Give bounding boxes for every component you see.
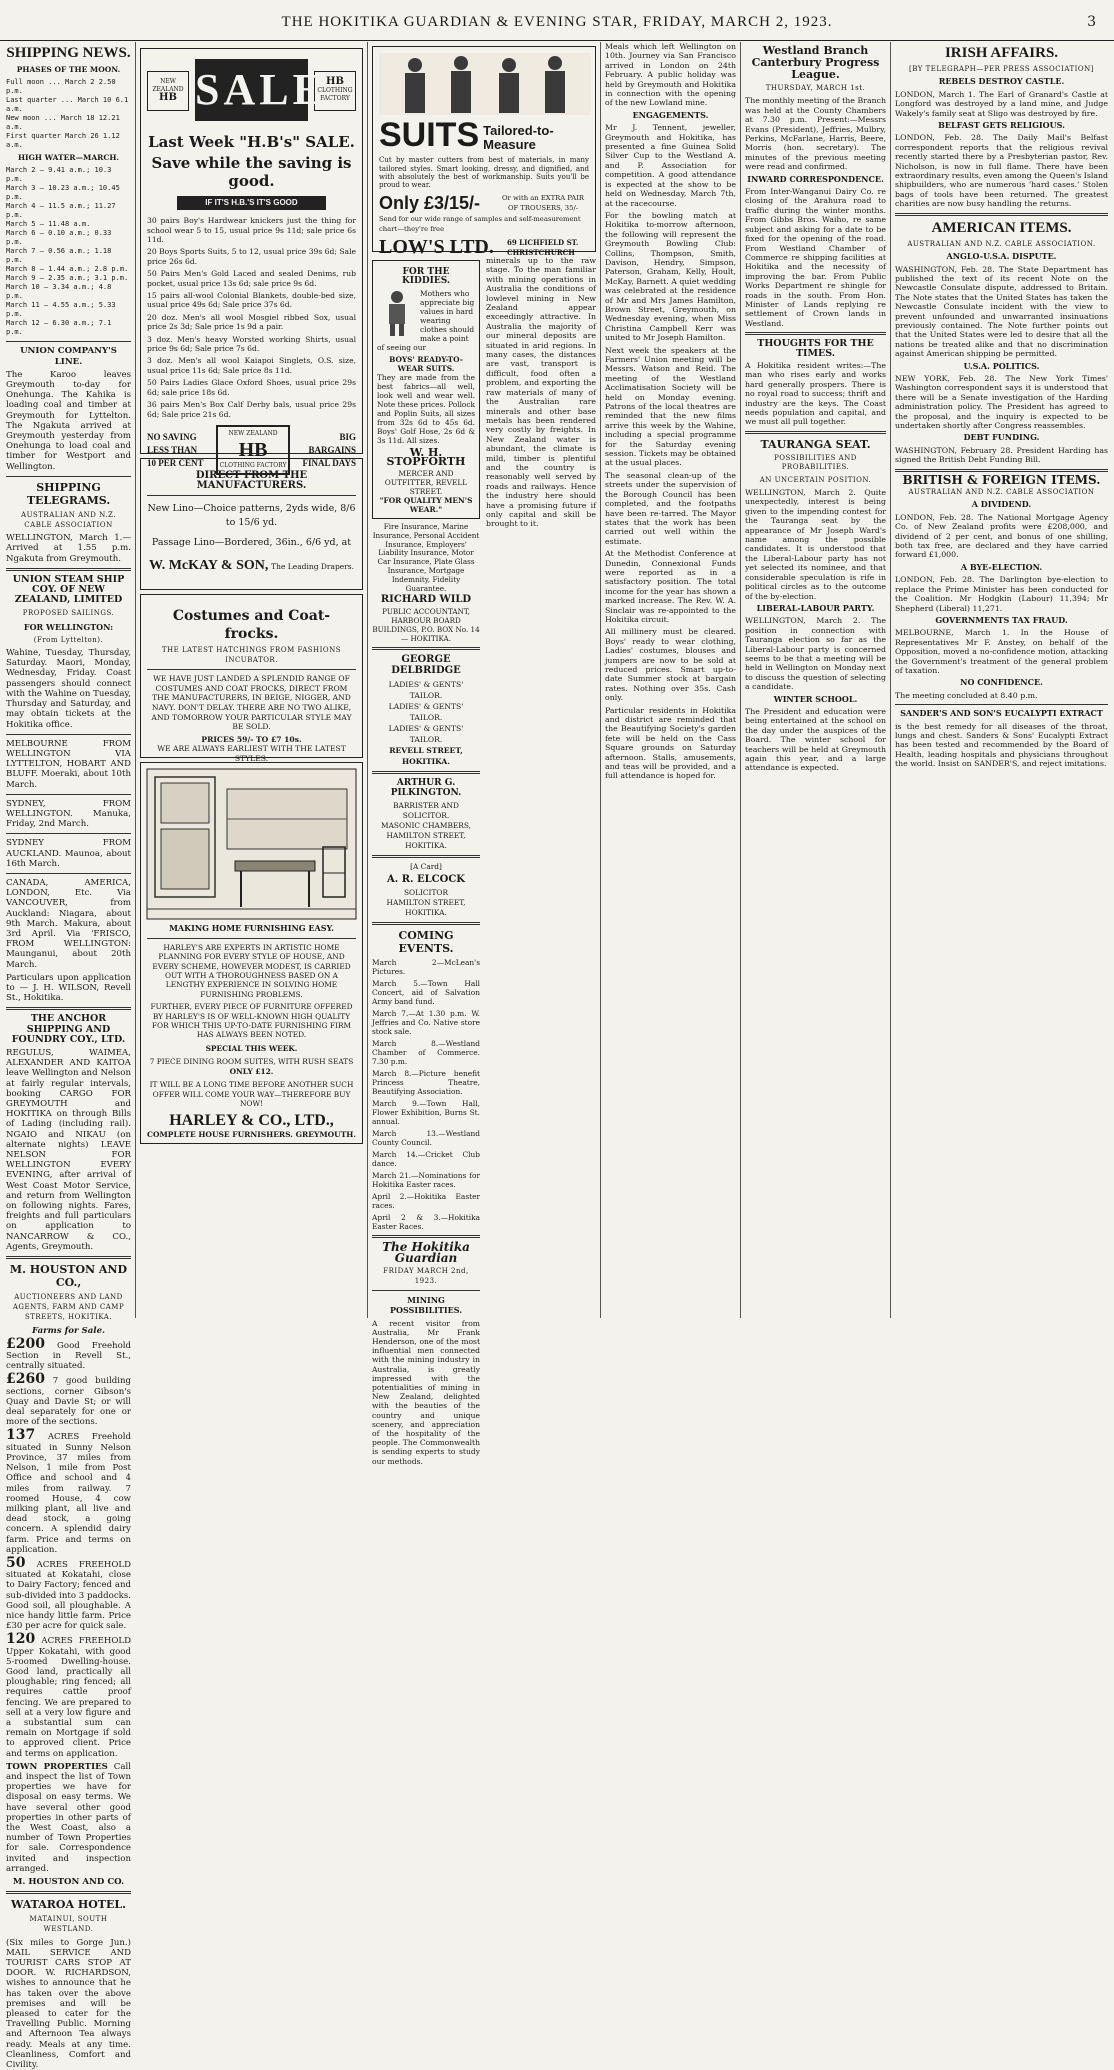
harley-price: ONLY £12. — [229, 1066, 274, 1076]
tauranga-sub: POSSIBILITIES AND PROBABILITIES. — [774, 453, 857, 472]
wild-sub: PUBLIC ACCOUNTANT, HARBOUR BOARD BUILDINGS, P.O. BOX No. 14 — HOKITIKA. — [372, 607, 480, 643]
event-item: March 8.—Picture benefit Princess Theatre, Beautifying Association. — [372, 1069, 480, 1097]
suits-tail: Tailored-to-Measure — [483, 123, 554, 153]
suits-price-row — [379, 193, 589, 214]
sale-item: 20 doz. Men's all wool Mosgiel ribbed Sox, usual price 2s 3d; Sale price 1s 9d a pair. — [147, 312, 356, 332]
column-3-ads — [372, 256, 480, 1469]
newspaper-title: THE HOKITIKA GUARDIAN & EVENING STAR, FRIDAY, MARCH 2, 1923. — [281, 14, 833, 30]
tide-row: March 6 — 0.10 a.m.; 0.33 p.m. — [6, 229, 112, 247]
stopforth-ad — [372, 260, 480, 519]
suits-extra: Or with an EXTRA PAIR OF TROUSERS, 35/- — [501, 194, 584, 213]
irish-heading: IRISH AFFAIRS. — [944, 45, 1059, 61]
no-confidence-text: The meeting concluded at 8.40 p.m. — [895, 690, 1038, 700]
irish-text: LONDON, Feb. 28. The Daily Mail's Belfast correspondent reports that the religious revival recently started there by a Presbyterian pastor, Rev. Nicholson, is now in full flame. There have been extraordinary results, even among the Queen's Island shipbuilders, who are numerous 'hard cases.' Stolen bags of tools have been returned. The greatest charities are now busy handling the returns. — [895, 133, 1108, 209]
sale-ribbon: IF IT'S H.B.'S IT'S GOOD — [177, 196, 326, 210]
coming-events-heading: COMING EVENTS. — [398, 929, 454, 956]
stopforth-name: W. H. STOPFORTH — [386, 446, 466, 468]
event-item: March 13.—Westland County Council. — [372, 1129, 480, 1148]
harley-note: IT WILL BE A LONG TIME BEFORE ANOTHER SUCH OFFER WILL COME YOUR WAY—THEREFORE BUY NOW! — [149, 1080, 354, 1108]
wild-ad — [372, 523, 480, 643]
inward-heading: INWARD CORRESPONDENCE. — [747, 173, 884, 184]
telegrams-source: AUSTRALIAN AND N.Z. CABLE ASSOCIATION — [21, 510, 116, 530]
wild-list: Fire Insurance, Marine Insurance, Personal Accident Insurance, Employers' Liability Insurance, Motor Car Insurance, Plate Glass Insurance, Mortgage Indemnity, Fidelity Guarantee. — [372, 522, 480, 593]
hb-logo-mark: HB — [238, 439, 268, 462]
sale-subheadline: Save while the saving is good. — [151, 154, 352, 190]
shipping-news-heading: SHIPPING NEWS. — [6, 45, 131, 61]
news-text: For the bowling match at Hokitika to-morrow afternoon, the following will represent the Greymouth Bowling Club: Collins, Thompson, Smith, Davison, Hendry, Simpson, Paterson, Graham, Kelly, Hoult, McKay, Barnett. A quiet wedding was celebrated at the residence of Mr and Mrs James Hamilton, Brown Street, Greymouth, on Wednesday evening, when Miss Christina Campbell Kerr was united to Mr Joseph Hamilton. — [605, 210, 736, 343]
election-text: LONDON, Feb. 28. The Darlington bye-election to replace the Prime Minister has been conducted for the Coalition. Mr Hodgkin (Labour) 11,394; Mr Shepherd (Liberal) 11,271. — [895, 575, 1108, 613]
column-rule — [135, 42, 136, 1318]
stopforth-boys: BOYS' READY-TO-WEAR SUITS. — [389, 355, 463, 373]
hb-strip-line: NO SAVING — [147, 431, 197, 442]
harley-name: HARLEY & CO., LTD., — [169, 1112, 334, 1130]
hb-strip-left — [147, 431, 204, 470]
sale-item: 50 Pairs Ladies Glace Oxford Shoes, usual price 29s 6d; sale price 18s 6d. — [147, 378, 356, 397]
tauranga-text: WELLINGTON, March 2. Quite unexpectedly, interest is being given to the impending contest for the Tauranga seat by the appearance of Mr Joseph Ward's name among the possible candidates. It is understood that the Liberal-Labour party has not yet selected its nominee, and that considerable speculation is rife in political circles as to the outcome of the by-election. — [745, 488, 886, 601]
coming-events-list — [372, 958, 480, 1231]
wataroa-sub: MATAINUI, SOUTH WESTLAND. — [29, 1915, 108, 1934]
irish-source: [BY TELEGRAPH—PER PRESS ASSOCIATION] — [908, 65, 1095, 73]
hb-logo-text: NEW ZEALAND — [152, 78, 184, 93]
election-heading: A BYE-ELECTION. — [960, 561, 1043, 572]
suits-text: Cut by master cutters from best of materials, in many tailored styles. Smart looking, dressy, and dignified, and with absolutely the best of workmanship. Suits you'll be proud to wear. — [379, 156, 589, 190]
page-number: 3 — [1087, 14, 1096, 30]
hb-strip-line: 10 PER CENT — [147, 457, 204, 468]
harley-special: SPECIAL THIS WEEK. — [205, 1043, 298, 1053]
column-rule — [890, 42, 891, 1318]
addisons-text: WE HAVE JUST LANDED A SPLENDID RANGE OF COSTUMES AND COAT FROCKS, DIRECT FROM THE MANUFACTURERS, IN BEIGE, NIGGER, AND NAVY. DON'T DELAY. THERE ARE NO TWO ALIKE, AND TOMORROW YOUR PARTICULAR STYLE MAY BE SOLD. — [151, 674, 352, 732]
sale-item: 3 doz. Men's all wool Kaiapoi Singlets, O.S. size, usual price 11s 6d; Sale price 8s 11d. — [147, 356, 356, 375]
guardian-masthead: The Hokitika Guardian — [382, 1240, 470, 1265]
inward-text: From Inter-Wanganui Dairy Co. re closing of the Arahura road to traffic during the winter months. From Gibbs Bros. Waiho, re same subject and asking for a date to be fixed for the opening of the road. From Westland Chamber of Commerce re shipping facilities at Hokitika and the necessity of improving the bar. From Public Works Department re shingle for roads in the south. From Hon. Minister of Lands replying re settlement of Crown lands in Westland. — [745, 187, 886, 328]
delbridge-line: LADIES' & GENTS' TAILOR. — [388, 680, 464, 701]
houston-heading: M. HOUSTON AND CO., — [9, 1263, 128, 1290]
delbridge-line: LADIES' & GENTS' TAILOR. — [388, 702, 464, 723]
addisons-sub: THE LATEST HATCHINGS FROM FASHIONS INCUBATOR. — [161, 646, 342, 664]
listing-price: £260 — [6, 1371, 45, 1388]
union-company-text: The Karoo leaves Greymouth to-day for Onehunga. The Kahika is loading coal and timber at Greymouth for Lyttelton. The Ngakuta arrived at Greymouth yesterday from Onehunga to load coal and timber for Westport and Wellington. — [6, 369, 131, 472]
wild-name: RICHARD WILD — [380, 594, 472, 606]
mining-heading: MINING POSSIBILITIES. — [389, 1295, 463, 1316]
news-text: Next week the speakers at the Farmers' Union meeting will be Messrs. Watson and Reid. The meeting of the Westland Acclimatisation Society will be held on Monday evening. Patrons of the local theatres are reminded that the new films arrive this week by the Wahine, including a special programme for the Saturday evening session. Tickets may be obtained at the usual places. — [605, 345, 736, 468]
event-item: March 9.—Town Hall, Flower Exhibition, Burns St. annual. — [372, 1099, 480, 1127]
progress-text: The monthly meeting of the Branch was held at the County Chambers at 7.30 p.m. Present:—Messrs Evans (President), Jeffries, Mulbry, Perkins, McFarlane, Harris, Beere, Morris (hon. secretary). The minutes of the previous meeting were read and confirmed. — [745, 96, 886, 172]
hb-strip-line: FINAL DAYS — [302, 457, 356, 468]
tide-row: March 9 — 2.35 a.m.; 3.1 p.m. — [6, 274, 129, 283]
shipping-agent: Particulars upon application to — J. H. WILSON, Revell St., Hokitika. — [6, 972, 131, 1004]
listing — [6, 1335, 131, 1372]
union-company-heading: UNION COMPANY'S LINE. — [20, 346, 117, 367]
harley-ad — [140, 762, 363, 1144]
mckay-heading: DIRECT FROM THE MANUFACTURERS. — [195, 470, 308, 492]
listing — [6, 1631, 132, 1759]
delbridge-line: LADIES' & GENTS' TAILOR. — [388, 724, 464, 745]
mckay-tag: The Leading Drapers. — [271, 562, 355, 572]
column-3-lower — [372, 256, 596, 1469]
event-item: March 7.—At 1.30 p.m. W. Jeffries and Co. Native store stock sale. — [372, 1009, 480, 1037]
pilkington-sub: BARRISTER AND SOLICITOR. — [393, 801, 459, 821]
british-heading: BRITISH & FOREIGN ITEMS. — [902, 472, 1101, 487]
stopforth-address: MERCER AND OUTFITTER, REVELL STREET. — [384, 469, 468, 496]
column-ads — [140, 42, 363, 1318]
harley-foot — [147, 1130, 356, 1139]
winter-heading: WINTER SCHOOL. — [773, 693, 858, 704]
pilkington-name: ARTHUR G. PILKINGTON. — [390, 778, 462, 799]
listing-text: 7 good building sections, corner Gibson's Quay and Davie St; or will deal separately for one or more of the sections. — [6, 1376, 131, 1428]
column-6 — [895, 42, 1108, 1318]
addisons-ad — [140, 594, 363, 763]
anchor-heading: THE ANCHOR SHIPPING AND FOUNDRY COY., LTD. — [11, 1013, 126, 1045]
houston-footer: M. HOUSTON AND CO. — [12, 1877, 125, 1888]
tide-row: March 8 — 1.44 a.m.; 2.8 p.m. — [6, 265, 129, 274]
pilkington-ad — [372, 778, 480, 851]
tide-row: March 3 — 10.23 a.m.; 10.45 p.m. — [6, 184, 120, 202]
column-rule — [740, 42, 741, 1318]
news-text: Meals which left Wellington on 10th. Journey via San Francisco arrived in London on 24th February. A public holiday was held by Greymouth and Hokitika in connection with the opening of the new Lowland mine. — [605, 42, 736, 108]
hb-sale-ad — [140, 48, 363, 470]
tide-row: March 5 — 11.48 a.m. — [6, 220, 91, 229]
hb-logo-text: CLOTHING FACTORY — [219, 462, 287, 470]
thoughts-text: A Hokitika resident writes:—The man who rises early and works hard generally prospers. There is no royal road to success; thrift and industry are the keys. The Coast needs population and capital, and we must all pull together. — [745, 360, 886, 427]
harley-text1: HARLEY'S ARE EXPERTS IN ARTISTIC HOME PLANNING FOR EVERY STYLE OF HOUSE, AND EVERY SCHEME, HOWEVER MODEST, IS CARRIED OUT WITH A THOROUGHNESS BASED ON A LENGTHY EXPERIENCE IN SOLVING HOME FURNISHING PROBLEMS. — [152, 942, 351, 999]
sale-item: 50 Pairs Men's Gold Laced and sealed Denims, rub pocket, usual price 13s 6d; sale price 9s 6d. — [147, 269, 356, 288]
wataroa-text: (Six miles to Gorge Jun.) MAIL SERVICE AND TOURIST CARS STOP AT DOOR. W. RICHARDSON, wishes to announce that he has taken over the above premises and will be pleased to cater for the Travelling Public. Morning and Afternoon Tea always ready. Meals at any time. Cleanliness, Comfort and Civility. — [6, 1937, 131, 2070]
tide-row: March 12 — 6.30 a.m.; 7.1 p.m. — [6, 319, 112, 337]
listing-text: ACRES FREEHOLD situated at Kokatahi, close to Dairy Factory; fenced and sub-divided into 3 paddocks. Good soil, all ploughable. A nice handy little farm. Price £30 per acre for quick sale. — [6, 1559, 132, 1632]
sale-item: 20 Boys Sports Suits, 5 to 12, usual price 39s 6d; Sale price 26s 6d. — [147, 247, 356, 266]
tide-row: March 2 — 9.41 a.m.; 10.3 p.m. — [6, 166, 112, 184]
stopforth-heading: FOR THE KIDDIES. — [401, 267, 451, 286]
tax-heading: GOVERNMENTS TAX FRAUD. — [935, 614, 1068, 625]
guardian-date: FRIDAY MARCH 2nd, 1923. — [383, 1266, 469, 1285]
sale-item: 30 pairs Boy's Hardwear knickers just the thing for school wear 5 to 15, usual price 9s 11d; sale price 6s 11d. — [147, 216, 356, 245]
proposed-sailings: PROPOSED SAILINGS. — [22, 609, 115, 618]
tauranga-sub2: AN UNCERTAIN POSITION. — [759, 475, 872, 484]
sale-banner — [147, 55, 356, 127]
listing-text: ACRES FREEHOLD Upper Kokatahi, with good 5-roomed Dwelling-house. Good land, practically all ploughable; ring fenced; all requires cattle proof fencing. We are prepared to sell at a very low figure and a substantial sum can remain on Mortgage if sold to approved client. Price and terms on application. — [6, 1636, 132, 1759]
news-text: Mr J. Tennent, jeweller, Greymouth and Hokitika, has presented a fine Guinea Solid Silver Cup to the Westland A. and P. Association for competition. A good attendance is expected at the show to be held on Wednesday, March 7th, at the racecourse. — [605, 123, 736, 208]
farms-heading: Farms for Sale. — [31, 1325, 106, 1336]
listing-price: 120 — [6, 1631, 36, 1648]
event-item: April 2.—Hokitika Easter races. — [372, 1192, 480, 1211]
masthead — [0, 0, 1114, 41]
news-text: All millinery must be cleared. Boys' ready to wear clothing, Ladies' costumes, blouses and jumpers are now to be sold at reduced prices. Smart up-to-date Summer stock at bargain rates. Nothing over 35s. Cash only. — [605, 627, 736, 703]
moon-row: Last quarter ... March 10 6.1 a.m. — [6, 96, 129, 114]
listing — [6, 1762, 131, 1874]
mckay-line2: Passage Lino—Bordered, 36in., 6/6 yd, at — [151, 537, 352, 549]
listing — [6, 1371, 131, 1428]
column-rule — [367, 42, 368, 1318]
sale-item: 36 pairs Men's Box Calf Derby bals, usual price 29s 6d; Sale price 21s 6d. — [147, 400, 356, 419]
delbridge-name: GEORGE DELBRIDGE — [391, 654, 461, 677]
dining-room-illustration — [147, 769, 356, 919]
union-steam-ship-heading: UNION STEAM SHIP COY. OF NEW ZEALAND, LIMITED — [12, 573, 125, 606]
news-text: Particular residents in Hokitika and district are reminded that the Beautifying Society's garden fete will be held on the Cass Square grounds on Saturday afternoon. Stalls, amusements, and teas will be provided, and a full attendance is hoped for. — [605, 705, 736, 781]
debt-text: WASHINGTON, February 28. President Harding has signed the British Debt Funding Bill. — [895, 445, 1108, 465]
houston-sub: AUCTIONEERS AND LAND AGENTS, FARM AND CAMP STREETS, HOKITIKA. — [12, 1293, 125, 1322]
mckay-name: W. McKAY & SON, — [148, 558, 269, 574]
column-3-text — [486, 256, 596, 1469]
hb-bottom-strip — [147, 425, 356, 475]
mining-text: A recent visitor from Australia, Mr Frank Henderson, one of the most influential men connected with the mining industry in Australia, is greatly impressed with the potentialities of mining in New Zealand, delighted with the beauties of the country and unique scenery, and appreciation of the hospitality of the people. The Commonwealth is sending experts to study our methods. — [372, 1318, 480, 1466]
no-confidence-heading: NO CONFIDENCE. — [960, 677, 1043, 688]
sale-item: 3 doz. Men's heavy Worsted working Shirts, usual price 9s 6d; Sale price 7s 6d. — [147, 334, 356, 354]
tide-row: March 10 — 3.34 a.m.; 4.8 p.m. — [6, 283, 112, 301]
column-rule — [600, 42, 601, 1318]
mining-article-text: minerals up to the raw stage. To the man familiar with mining operations in Australia the conditions of lowlevel mining in New Zealand appear exceedingly attractive. In Australia the majority of our mineral deposits are situated in arid regions. In many cases, the distances are vast, transport is difficult, food often a problem, and exporting the raw materials of many of the Australian rare minerals and other base metals has been rendered very costly by freights. In New Zealand water is abundant, the climate is mild, timber is plentiful and the country is reasonably well served by roads and railways. Hence the industry here should have a promising future if only capital and skill be brought to it. — [486, 256, 596, 529]
column-shipping — [6, 42, 132, 2070]
stopforth-tag: "FOR QUALITY MEN'S WEAR." — [379, 496, 473, 514]
listing-text: ACRES Freehold situated in Sunny Nelson Province, 37 miles from Nelson, 1 mile from Post Office and school and 4 miles from railway. 7 roomed House, 4 cow milking plant, all live and dead stock, a going concern. A splendid dairy farm. Price and terms on application. — [6, 1432, 131, 1555]
addisons-prices: PRICES 59/- TO £7 10s. — [201, 734, 302, 744]
tide-row: March 7 — 0.56 a.m.; 1.18 p.m. — [6, 247, 112, 265]
sydney-sailings: SYDNEY, FROM WELLINGTON. Manuka, Friday, 2nd March. — [6, 798, 131, 830]
event-item: March 21.—Nominations for Hokitika Easter races. — [372, 1171, 480, 1190]
news-text: The seasonal clean-up of the streets under the supervision of the Borough Council has been completed, and the footpaths have been re-tarred. The Mayor states that the work has been carried out well within the estimate. — [605, 470, 736, 546]
hb-logo-text: CLOTHING FACTORY — [317, 87, 353, 102]
lows-suits-ad — [372, 46, 596, 259]
elcock-ad — [372, 862, 480, 918]
lows-name: LOW'S LTD. — [379, 236, 494, 259]
column-3 — [372, 42, 596, 1466]
news-text: At the Methodist Conference at Dunedin, Connexional Funds were reported as in a satisfactory position. The total income for the year has shown a marked increase. The Rev. W. A. Sinclair was re-appointed to the Hokitika circuit. — [605, 549, 736, 624]
engagements-heading: ENGAGEMENTS. — [632, 109, 709, 120]
stopforth-more: They are made from the best fabrics—all well, look well and wear well. Note these prices. Pollock and Poplin Suits, all sizes from 32s 6d to 45s 6d. Boys' Golf Hose, 2s 6d & 3s 11d. All sizes. — [377, 373, 475, 445]
suits-headline — [379, 116, 589, 155]
event-item: March 2—McLean's Pictures. — [372, 958, 480, 977]
for-wellington-heading: FOR WELLINGTON: — [23, 621, 114, 632]
tide-row: March 4 — 11.5 a.m.; 11.27 p.m. — [6, 202, 116, 220]
thoughts-heading: THOUGHTS FOR THE TIMES. — [757, 338, 874, 359]
hb-logo-center — [216, 425, 290, 475]
tide-heading: HIGH WATER—MARCH. — [17, 153, 120, 163]
listing-price: 50 — [6, 1554, 26, 1571]
american-subheading: U.S.A. POLITICS. — [963, 360, 1040, 371]
sale-item: 15 pairs all-wool Colonial Blankets, double-bed size, usual price 49s 6d; Sale price 37s 6d. — [147, 291, 356, 310]
suits-samples: Send for our wide range of samples and self-measurement chart—they're free — [379, 214, 581, 234]
progress-league-heading: Westland Branch Canterbury Progress League. — [751, 44, 880, 81]
lows-name-row — [379, 236, 589, 259]
wataroa-heading: WATAROA HOTEL. — [11, 1898, 126, 1912]
sale-items — [147, 216, 356, 419]
liberal-heading: LIBERAL-LABOUR PARTY. — [756, 602, 875, 613]
mckay-line1: New Lino—Choice patterns, 2yds wide, 8/6 to 15/6 yd. — [147, 503, 356, 529]
pilkington-address: MASONIC CHAMBERS, HAMILTON STREET, HOKITIKA. — [381, 821, 471, 851]
moon-row: First quarter March 26 1.12 a.m. — [6, 132, 120, 150]
addisons-note: WE ARE ALWAYS EARLIEST WITH THE LATEST STYLES. — [157, 744, 346, 763]
telegrams-text: WELLINGTON, March 1.—Arrived at 1.55 p.m. Ngakuta from Greymouth. — [6, 533, 131, 564]
stopforth-text: Mothers who appreciate big values in hard wearing clothes should make a point of seeing our — [377, 289, 475, 352]
boy-illustration — [377, 289, 417, 337]
progress-league-date: THURSDAY, MARCH 1st. — [765, 84, 866, 92]
hb-logo-text: NEW ZEALAND — [228, 429, 278, 437]
moon-row: New moon ... March 18 12.21 a.m. — [6, 114, 120, 132]
moon-heading: PHASES OF THE MOON. — [16, 65, 121, 74]
canada-sailings: CANADA, AMERICA, LONDON, Etc. Via VANCOUVER, from Auckland: Niagara, about 9th March. Makura, about 3rd April. Via 'FRISCO, FROM WELLINGTON: Maunganui, about 20th March. — [6, 877, 131, 970]
listing-text: Good Freehold Section in Revell St., centrally situated. — [6, 1340, 131, 1372]
mckay-ad — [140, 458, 363, 590]
hb-strip-right — [303, 431, 356, 470]
sale-headline: Last Week "H.B's" SALE. — [148, 133, 355, 151]
elcock-name: A. R. ELCOCK — [387, 874, 465, 886]
column-4 — [605, 42, 736, 1318]
delbridge-ad — [372, 654, 480, 767]
irish-text: LONDON, March 1. The Earl of Granard's Castle at Longford was destroyed by a land mine, and Judge Wakely's family seat at Sligo was destroyed by fire. — [895, 89, 1108, 118]
sydney-auckland-sailings: SYDNEY FROM AUCKLAND. Maunoa, about 16th March. — [6, 838, 131, 869]
tauranga-heading: TAURANGA SEAT. — [760, 437, 871, 451]
suited-men-illustration — [379, 53, 591, 115]
event-item: March 14.—Cricket Club dance. — [372, 1150, 480, 1169]
melbourne-sailings: MELBOURNE FROM WELLINGTON VIA LYTTELTON, HOBART AND BLUFF. Moeraki, about 10th March. — [6, 738, 131, 790]
elcock-sub: SOLICITOR — [403, 888, 449, 898]
harley-foot-left: COMPLETE HOUSE FURNISHERS. — [147, 1130, 293, 1140]
sanders-text: is the best remedy for all diseases of the throat, lungs and chest. Sanders & Sons' Eucalypti Extract has been tested and recommended by the Board of Health, leading hospitals and physicians throughout the world. Insist on SANDER'S, and reject imitations. — [895, 721, 1108, 769]
shipping-telegrams-heading: SHIPPING TELEGRAMS. — [26, 480, 111, 507]
hb-strip-line: BARGAINS — [308, 444, 356, 455]
suits-price: Only £3/15/- — [379, 192, 481, 213]
hb-logo-left: NEW ZEALAND HB — [147, 71, 189, 111]
tide-table — [6, 166, 131, 337]
listing-price: £200 — [6, 1335, 45, 1352]
sale-word: SALE — [195, 59, 308, 121]
event-item: March 8.—Westland Chamber of Commerce. 7.30 p.m. — [372, 1039, 480, 1067]
debt-heading: DEBT FUNDING. — [963, 432, 1040, 443]
addisons-heading: Costumes and Coat-frocks. — [172, 608, 331, 642]
elcock-card: [A Card] — [410, 862, 442, 872]
american-text: WASHINGTON, Feb. 28. The State Department has published the text of its recent Note on the Newcastle Consulate dispute, addressed to Britain. The Note states that the United States has taken the Newcastle Consulate incident with the view to prevent unfounded and unwarranted insinuations previously contained. The Note further points out that the United States were led to desire that all the nations be treated alike and that no discrimination against American shipping be permitted. — [895, 264, 1108, 359]
suits-word: SUITS — [379, 116, 480, 155]
elcock-address: HAMILTON STREET, HOKITIKA. — [386, 898, 466, 918]
event-item: March 5.—Town Hall Concert, aid of Salvation Army band fund. — [372, 979, 480, 1007]
wellington-sailings: Wahine, Tuesday, Thursday, Saturday. Maori, Monday, Wednesday, Friday. Coast passengers should connect with the Wahine on Tuesday, Thursday and Saturday, and may obtain tickets at the Hokitika office. — [6, 648, 131, 730]
hb-logo-right: HB CLOTHING FACTORY — [314, 71, 356, 111]
american-source: AUSTRALIAN AND N.Z. CABLE ASSOCIATION. — [907, 239, 1096, 248]
anchor-text: REGULUS, WAIMEA, ALEXANDER AND KAITOA leave Wellington and Nelson at fairly regular intervals, booking CARGO FOR GREYMOUTH and HOKITIKA on through Bills of Lading (including rail). NGAIO and NIKAU (on alternate nights) LEAVE NELSON FOR WELLINGTON EVERY EVENING, after arrival of West Coast Motor Service, and return from Wellington on following nights. Fares, freights and full particulars on application to NANCARROW & CO., Agents, Greymouth. — [6, 1047, 131, 1252]
tax-text: MELBOURNE, March 1. In the House of Representatives Mr F. Anstey, on behalf of the Opposition, moved a no-confidence motion, attacking the Government's treatment of the general problem of taxation. — [895, 628, 1108, 675]
sanders-heading: SANDER'S AND SON'S EUCALYPTI EXTRACT — [900, 708, 1103, 719]
american-subheading: ANGLO-U.S.A. DISPUTE. — [946, 251, 1057, 262]
for-wellington-via: (From Lyttelton). — [33, 635, 104, 644]
winter-text: The President and education were being entertained at the school on the day under the auspices of the Board. The winter school for teachers will be held at Greymouth again this year, and a large attendance is expected. — [745, 706, 886, 773]
dividend-heading: A DIVIDEND. — [971, 499, 1032, 510]
town-text: Call and inspect the list of Town properties we have for disposal on easy terms. We have several other good properties in other parts of the West Coast, also a number of Town Properties for sale. Correspondence invited and inspection arranged. — [6, 1761, 131, 1874]
town-heading: TOWN PROPERTIES — [6, 1761, 108, 1772]
listing-price: 137 — [6, 1427, 36, 1444]
british-source: AUSTRALIAN AND N.Z. CABLE ASSOCIATION — [908, 488, 1095, 497]
dividend-text: LONDON, Feb. 28. The National Mortgage Agency Co. of New Zealand profits were £208,000, and dividend of 2 per cent, and bonus of one shilling, both tax free, are declared and they have carried forward £1,000. — [895, 512, 1108, 560]
harley-foot-right: GREYMOUTH. — [295, 1130, 356, 1140]
moon-table — [6, 78, 131, 150]
hb-strip-line: LESS THAN — [147, 444, 198, 455]
irish-subheading: BELFAST GETS RELIGIOUS. — [938, 120, 1065, 131]
hb-strip-line: BIG — [339, 431, 356, 442]
event-item: April 2 & 3.—Hokitika Easter Races. — [372, 1213, 480, 1232]
liberal-text: WELLINGTON, March 2. The position in connection with Tauranga election so far as the Liberal-Labour party is concerned seems to be that a meeting will be held in Wellington on Monday next to discuss the question of selecting a candidate. — [745, 616, 886, 692]
lows-address: 69 LICHFIELD ST. CHRISTCHURCH — [507, 237, 579, 257]
american-text: NEW YORK, Feb. 28. The New York Times' Washington correspondent says it is understood that there will be a Senate investigation of the Harding administration policy. The President has agreed to the proposal, and the inquiry is expected to be undertaken shortly after Congress reassembles. — [895, 373, 1108, 430]
column-5 — [745, 42, 886, 1318]
delbridge-address: REVELL STREET, HOKITIKA. — [389, 746, 463, 767]
harley-caption: MAKING HOME FURNISHING EASY. — [169, 923, 334, 934]
irish-subheading: REBELS DESTROY CASTLE. — [938, 76, 1065, 87]
moon-row: Full moon ... March 2 2.50 p.m. — [6, 78, 116, 96]
american-heading: AMERICAN ITEMS. — [931, 219, 1072, 236]
tide-row: March 11 — 4.55 a.m.; 5.33 p.m. — [6, 301, 116, 319]
listing — [6, 1554, 132, 1632]
harley-item: 7 PIECE DINING ROOM SUITES, WITH RUSH SEATS — [149, 1057, 354, 1067]
listing — [6, 1427, 131, 1555]
harley-text2: FURTHER, EVERY PIECE OF FURNITURE OFFERED BY HARLEY'S IS OF WELL-KNOWN HIGH QUALITY FOR WHICH THIS UP-TO-DATE FURNISHING FIRM HAS ALWAYS BEEN NOTED. — [150, 1002, 353, 1040]
